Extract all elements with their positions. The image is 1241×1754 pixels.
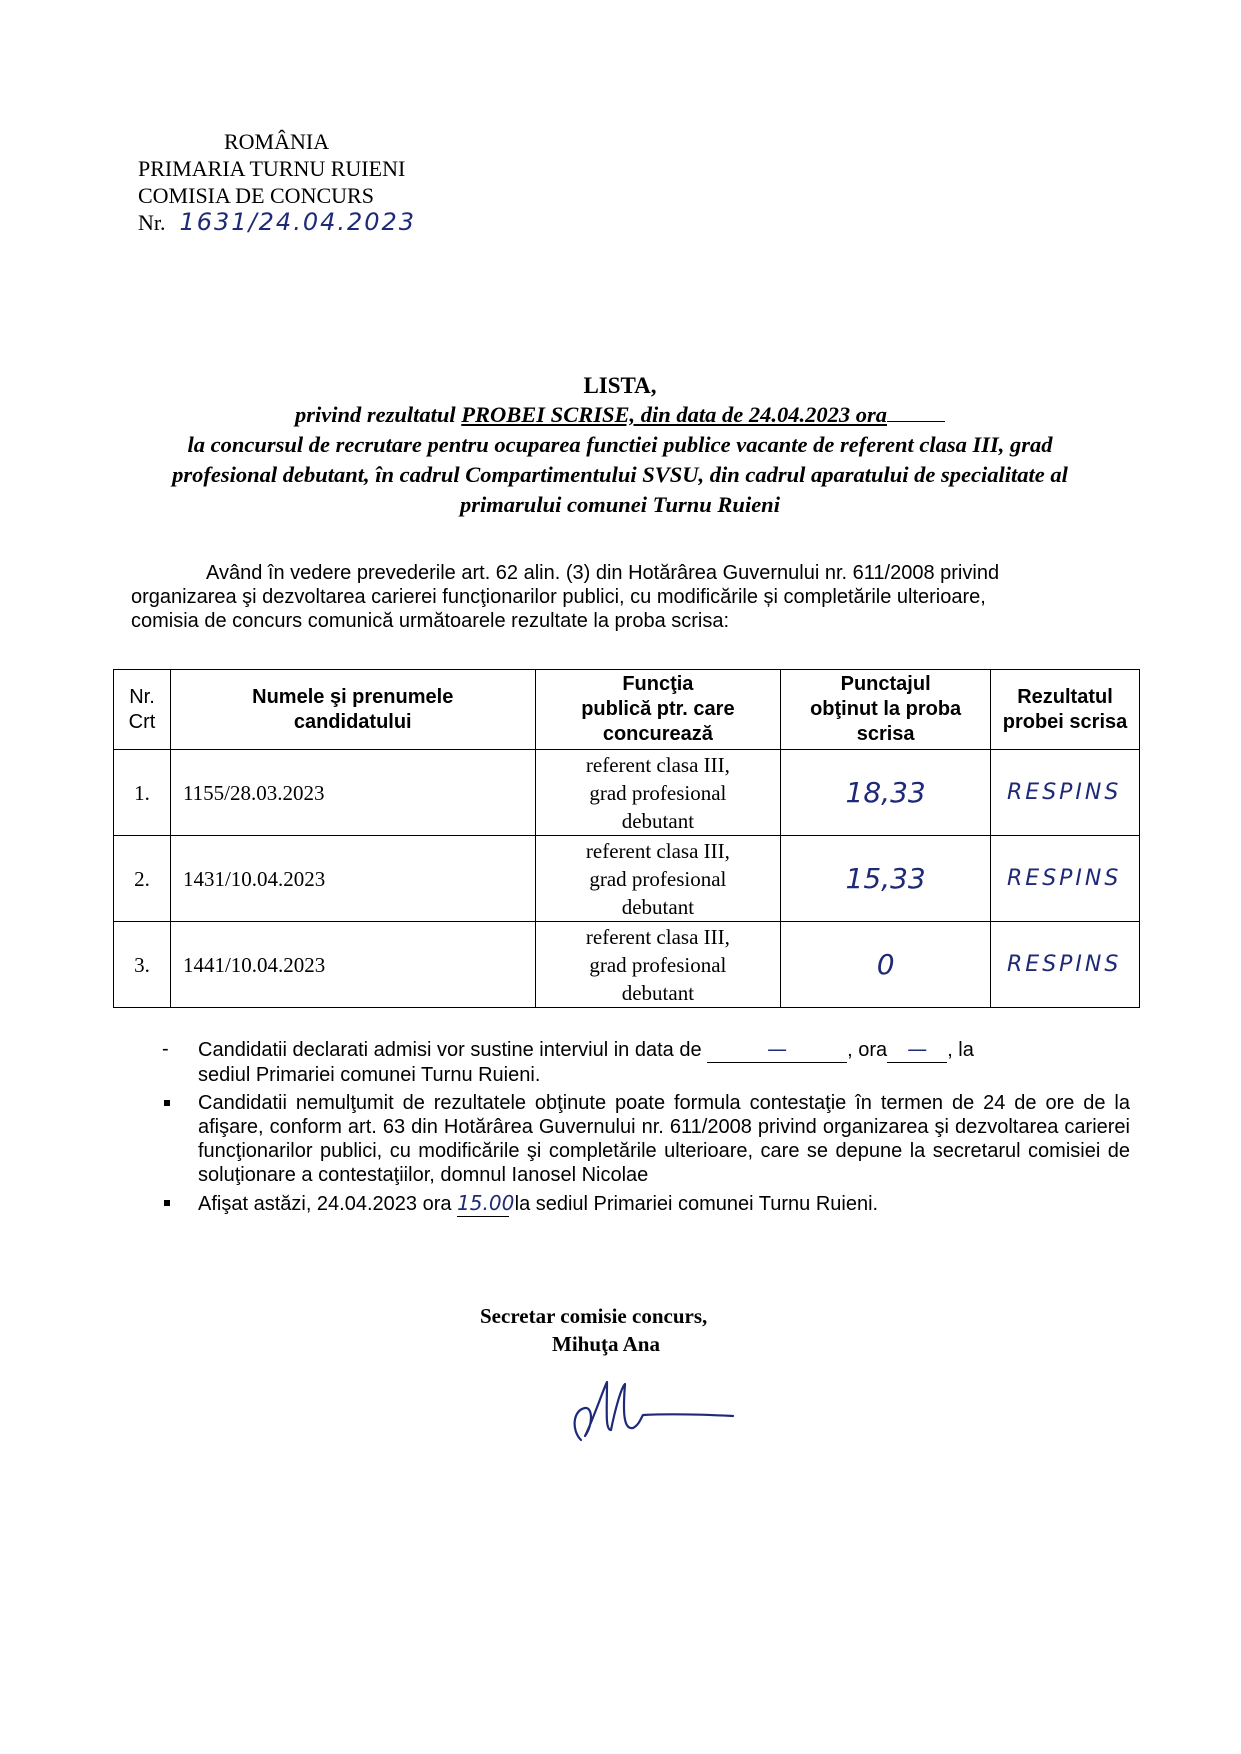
interview-time-blank	[887, 1037, 947, 1063]
cell-score: 0	[781, 922, 991, 1008]
cell-score: 15,33	[781, 836, 991, 922]
note-posted-location: la sediul Primariei comunei Turnu Ruieni.	[509, 1193, 879, 1215]
table-row	[114, 836, 1140, 922]
cell-nr: 1.	[114, 750, 171, 836]
interview-date-blank	[707, 1037, 847, 1063]
note-interview-location: sediul Primariei comunei Turnu Ruieni.	[198, 1064, 541, 1086]
results-table	[113, 669, 1140, 1008]
intro-paragraph	[131, 561, 1131, 633]
cell-result: RESPINS	[991, 836, 1140, 922]
title-line-3: profesional debutant, în cadrul Compartimentului SVSU, din cadrul aparatului de specialitate al	[172, 462, 1068, 487]
cell-candidate: 1155/28.03.2023	[170, 750, 535, 836]
col-header-function: Funcţia publică ptr. care concurează	[535, 670, 781, 750]
cell-candidate: 1441/10.04.2023	[170, 922, 535, 1008]
note-interview	[160, 1037, 1130, 1087]
title-line-1-underlined: PROBEI SCRISE, din data de 24.04.2023 ora	[461, 402, 887, 427]
nr-handwritten-value: 1631/24.04.2023	[179, 208, 417, 236]
col-header-score: Punctajul obţinut la proba scrisa	[781, 670, 991, 750]
interview-time-value: —	[907, 1037, 928, 1061]
note-posted	[160, 1191, 1130, 1217]
note-contestation-text: Candidatii nemulţumit de rezultatele obţinute poate formula contestaţie în termen de 24 de ore de la afişare, conform art. 63 din Hotărârea Guvernului nr. 611/2008 privind organizarea şi dezvoltarea carierei funcţionarilor publici, cu modificările şi completările ulterioare, care se depune la secretarul comisiei de soluţionare a contestaţiilor, domnul Ianosel Nicolae	[198, 1092, 1130, 1186]
notes-list	[160, 1037, 1130, 1217]
title-main: LISTA,	[583, 373, 657, 398]
nr-label: Nr.	[138, 210, 166, 235]
square-bullet	[164, 1200, 170, 1206]
table-row	[114, 922, 1140, 1008]
dash-bullet: -	[162, 1038, 169, 1060]
posted-time-blank	[457, 1191, 515, 1217]
document-header	[138, 128, 416, 236]
col-header-nr: Nr. Crt	[114, 670, 171, 750]
signature-block	[480, 1302, 780, 1358]
header-commission: COMISIA DE CONCURS	[138, 183, 374, 208]
square-bullet	[164, 1100, 170, 1106]
cell-function: referent clasa III, grad profesional debutant	[535, 922, 781, 1008]
note-posted-text: Afişat astăzi, 24.04.2023 ora	[198, 1193, 452, 1215]
cell-score: 18,33	[781, 750, 991, 836]
posted-time-value: 15.00	[457, 1191, 515, 1215]
intro-line-2: organizarea şi dezvoltarea carierei funcţionarilor publici, cu modificările și completările ulterioare,	[131, 586, 986, 608]
cell-nr: 3.	[114, 922, 171, 1008]
intro-line-3: comisia de concurs comunică următoarele rezultate la proba scrisa:	[131, 610, 730, 632]
cell-result: RESPINS	[991, 922, 1140, 1008]
title-time-blank	[887, 403, 945, 422]
registration-number	[138, 209, 416, 236]
handwritten-signature	[563, 1370, 753, 1460]
col-header-result: Rezultatul probei scrisa	[991, 670, 1140, 750]
note-interview-la: , la	[947, 1039, 974, 1061]
interview-date-value: —	[767, 1037, 788, 1061]
note-interview-ora: , ora	[847, 1039, 888, 1061]
table-header-row	[114, 670, 1140, 750]
table-row	[114, 750, 1140, 836]
header-country: ROMÂNIA	[224, 129, 330, 154]
signature-title: Secretar comisie concurs,	[480, 1304, 708, 1328]
col-header-name: Numele şi prenumele candidatului	[170, 670, 535, 750]
cell-result: RESPINS	[991, 750, 1140, 836]
title-line-4: primarului comunei Turnu Ruieni	[460, 492, 780, 517]
header-institution: PRIMARIA TURNU RUIENI	[138, 156, 406, 181]
title-line-2: la concursul de recrutare pentru ocuparea functiei publice vacante de referent clasa III, grad	[187, 432, 1053, 457]
title-line-1-prefix: privind rezultatul	[294, 402, 456, 427]
signature-name: Mihuţa Ana	[552, 1332, 660, 1356]
intro-line-1: Având în vedere prevederile art. 62 alin. (3) din Hotărârea Guvernului nr. 611/2008 privind	[206, 562, 1000, 584]
cell-function: referent clasa III, grad profesional debutant	[535, 750, 781, 836]
note-interview-text: Candidatii declarati admisi vor sustine interviul in data de	[198, 1039, 702, 1061]
title-line-1	[120, 400, 1120, 430]
document-title	[120, 372, 1120, 520]
cell-nr: 2.	[114, 836, 171, 922]
note-contestation	[160, 1091, 1130, 1187]
cell-function: referent clasa III, grad profesional debutant	[535, 836, 781, 922]
cell-candidate: 1431/10.04.2023	[170, 836, 535, 922]
